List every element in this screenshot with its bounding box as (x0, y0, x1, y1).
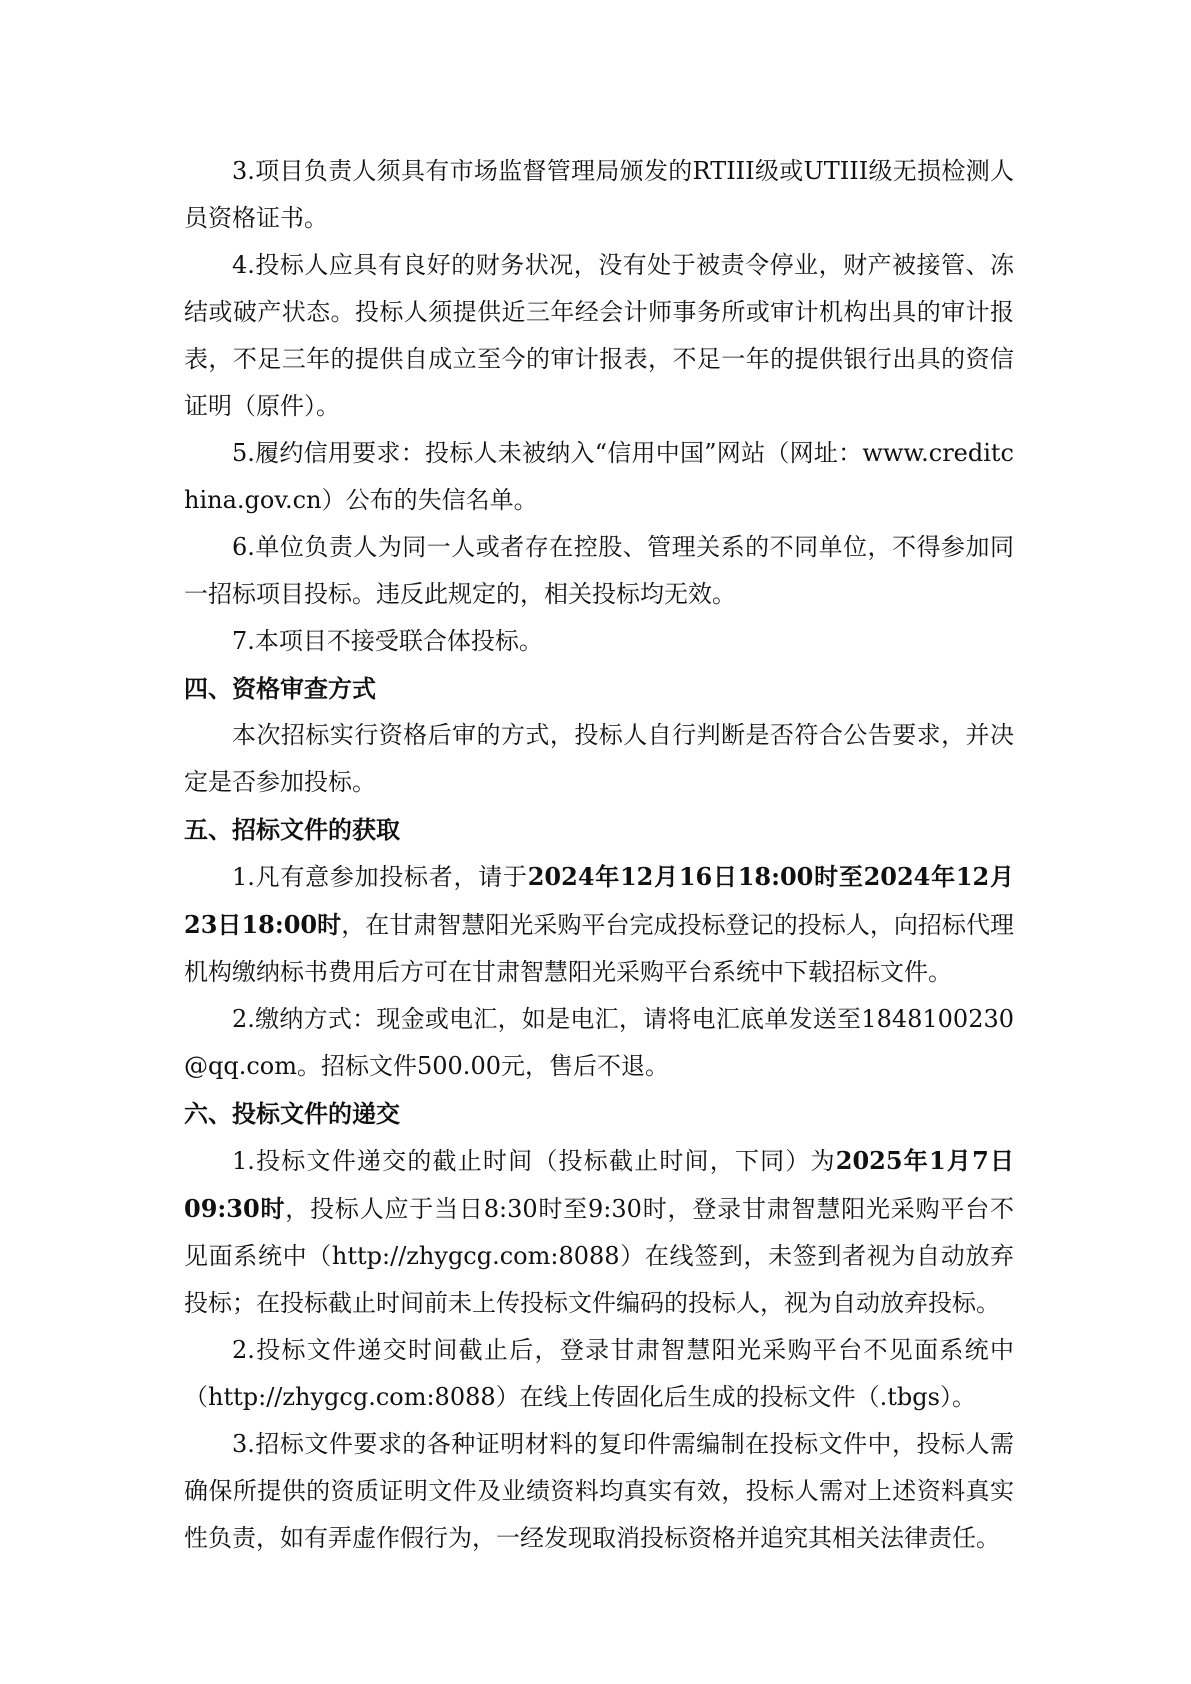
section-6-p1-text-a: 1.投标文件递交的截止时间（投标截止时间，下同）为 (232, 1147, 836, 1175)
section-5-p1-text-a: 1.凡有意参加投标者，请于 (232, 863, 528, 891)
section-heading-4: 四、资格审查方式 (184, 674, 376, 703)
paragraph-3: 3.项目负责人须具有市场监督管理局颁发的RTIII级或UTIII级无损检测人员资格证书。 (184, 157, 1014, 232)
section-6-p1-text-c: ，投标人应于当日8:30时至9:30时，登录甘肃智慧阳光采购平台不见面系统中（http://zhygcg.com:8088）在线签到，未签到者视为自动放弃投标；在投标截止时间前未上传投标文件编码的投标人，视为自动放弃投标。 (184, 1195, 1015, 1317)
section-6-paragraph-1 (184, 1137, 1014, 1327)
section-4-paragraph: 本次招标实行资格后审的方式，投标人自行判断是否符合公告要求，并决定是否参加投标。 (184, 721, 1014, 796)
section-6-paragraph-2: 2.投标文件递交时间截止后，登录甘肃智慧阳光采购平台不见面系统中（http://zhygcg.com:8088）在线上传固化后生成的投标文件（.tbgs）。 (184, 1336, 1014, 1411)
section-heading-5: 五、招标文件的获取 (184, 815, 400, 844)
section-6-p1-deadline: 2025年1月7日09:30时 (184, 1146, 1014, 1223)
paragraph-5: 5.履约信用要求：投标人未被纳入“信用中国”网站（网址：www.creditchina.gov.cn）公布的失信名单。 (184, 439, 1014, 514)
section-5-paragraph-2: 2.缴纳方式：现金或电汇，如是电汇，请将电汇底单发送至1848100230@qq.com。招标文件500.00元，售后不退。 (184, 1005, 1014, 1080)
section-heading-6: 六、投标文件的递交 (184, 1099, 400, 1128)
document-page (184, 148, 1014, 1562)
paragraph-7: 7.本项目不接受联合体投标。 (232, 627, 543, 655)
paragraph-4: 4.投标人应具有良好的财务状况，没有处于被责令停业，财产被接管、冻结或破产状态。投标人须提供近三年经会计师事务所或审计机构出具的审计报表，不足三年的提供自成立至今的审计报表，不足一年的提供银行出具的资信证明（原件）。 (184, 251, 1014, 420)
section-5-paragraph-1 (184, 853, 1014, 996)
section-5-p1-text-c: ，在甘肃智慧阳光采购平台完成投标登记的投标人，向招标代理机构缴纳标书费用后方可在甘肃智慧阳光采购平台系统中下载招标文件。 (184, 911, 1015, 986)
section-6-paragraph-3: 3.招标文件要求的各种证明材料的复印件需编制在投标文件中，投标人需确保所提供的资质证明文件及业绩资料均真实有效，投标人需对上述资料真实性负责，如有弄虚作假行为，一经发现取消投标资格并追究其相关法律责任。 (184, 1430, 1014, 1552)
paragraph-6: 6.单位负责人为同一人或者存在控股、管理关系的不同单位，不得参加同一招标项目投标。违反此规定的，相关投标均无效。 (184, 533, 1014, 608)
section-5-p1-dates: 2024年12月16日18:00时至2024年12月23日18:00时 (184, 862, 1014, 939)
